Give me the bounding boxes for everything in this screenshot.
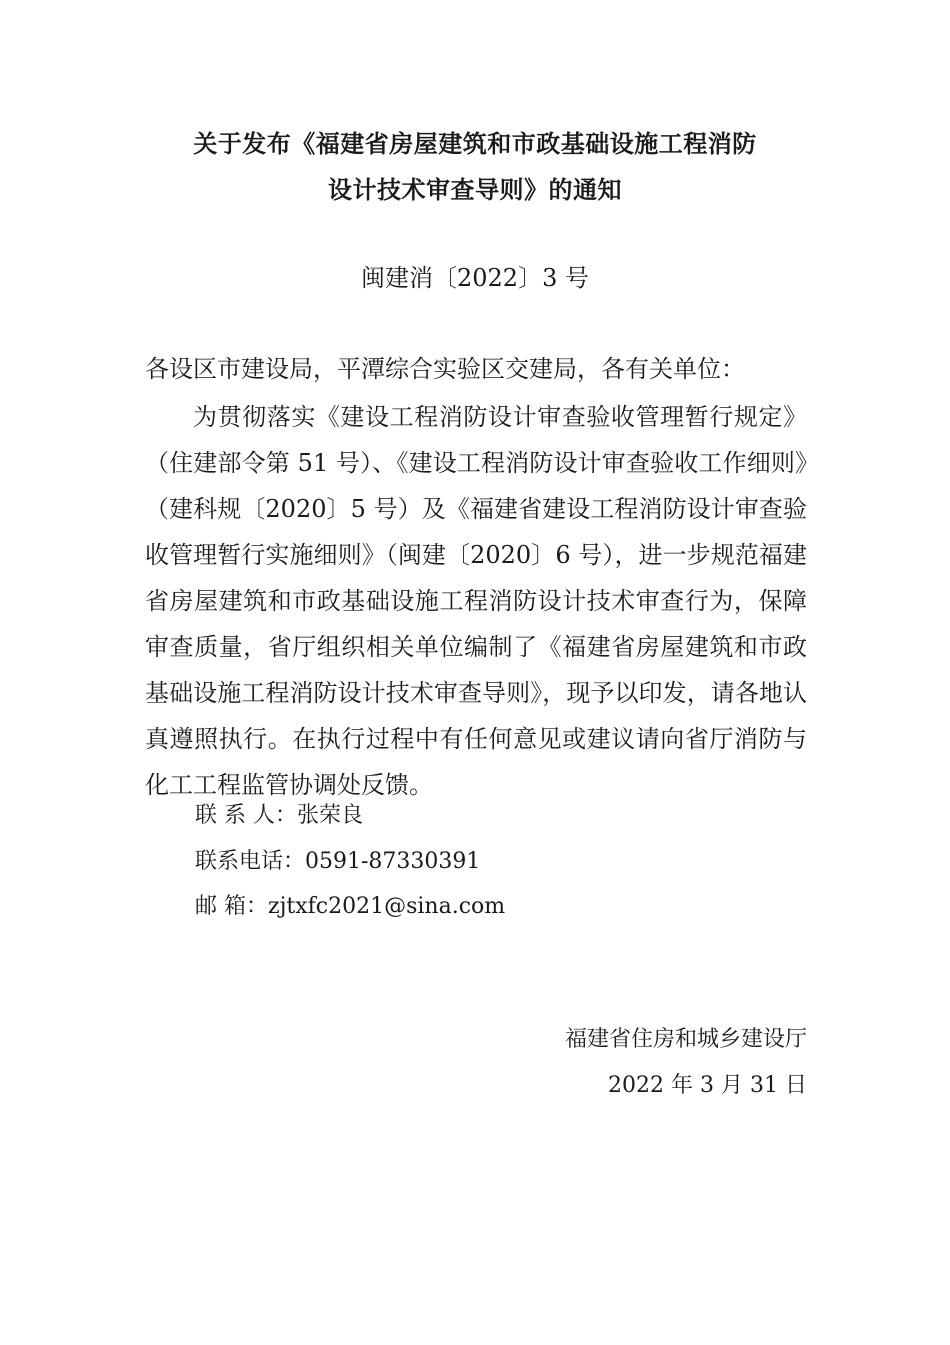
document-title-line-2: 设计技术审查导则》的通知 bbox=[328, 176, 622, 204]
contact-email: 邮 箱：zjtxfc2021@sina.com bbox=[195, 894, 506, 919]
signature-organization: 福建省住房和城乡建设厅 bbox=[564, 1027, 807, 1052]
contact-person: 联 系 人：张荣良 bbox=[195, 803, 363, 828]
document-number: 闽建消〔2022〕3 号 bbox=[361, 264, 589, 292]
salutation: 各设区市建设局，平潭综合实验区交建局，各有关单位： bbox=[145, 355, 745, 383]
body-paragraph: 为贯彻落实《建设工程消防设计审查验收管理暂行规定》（住建部令第 51 号）、《建设工程消防设计审查验收工作细则》（建科规〔2020〕5 号）及《福建省建设工程消防设计审查验收管理暂行实施细则》（闽建〔2020〕6 号），进一步规范福建省房屋建筑和市政基础设施工程消防设计技术审查行为，保障审查质量，省厅组织相关单位编制了《福建省房屋建筑和市政基础设施工程消防设计技术审查导则》，现予以印发，请各地认真遵照执行。在执行过程中有任何意见或建议请向省厅消防与化工工程监管协调处反馈。 bbox=[145, 403, 807, 799]
signature-date: 2022 年 3 月 31 日 bbox=[608, 1073, 807, 1098]
document-title-line-1: 关于发布《福建省房屋建筑和市政基础设施工程消防 bbox=[193, 130, 757, 158]
contact-phone: 联系电话：0591-87330391 bbox=[195, 849, 481, 874]
